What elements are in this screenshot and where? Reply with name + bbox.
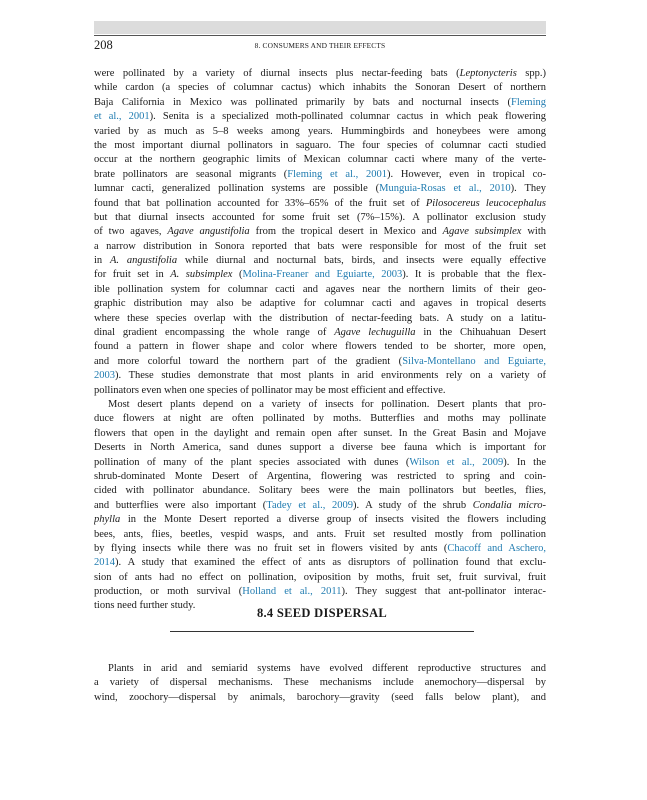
- text-line: varied by as much as 5–8 weeks among years. Hummingbirds and honeybees were among: [94, 125, 546, 137]
- text-line: while cardon (a species of columnar cactus) which inhabits the Sonoran Desert of northern: [94, 82, 546, 94]
- text-line: the most important diurnal pollinators in saguaro. The four species of columnar cacti studied: [94, 139, 546, 151]
- text-line: pollination of many of the plant species associated with dunes (Wilson et al., 2009). In the: [94, 456, 546, 468]
- citation-link[interactable]: Chacoff and Aschero,: [447, 542, 546, 554]
- citation-link[interactable]: Wilson et al., 2009: [409, 456, 504, 468]
- citation-link[interactable]: et al., 2001: [94, 111, 150, 123]
- text-line: a variety of dispersal mechanisms. These mechanisms include anemochory—dispersal by: [94, 677, 546, 689]
- text-line: Deserts in North America, sand dunes support a diverse bee fauna which is important for: [94, 442, 546, 454]
- text-line: sion of ants had no effect on pollination, oviposition by moths, fruit set, fruit survival, fruit: [94, 571, 546, 583]
- text-line: of two agaves, Agave angustifolia from the tropical desert in Mexico and Agave subsimplex with: [94, 226, 546, 238]
- text-line: shrub-dominated Monte Desert of Argentina, flowering was restricted to spring and coin-: [94, 470, 546, 482]
- text-line: and butterflies were also important (Tadey et al., 2009). A study of the shrub Condalia micro-: [94, 499, 546, 511]
- text-line: pollinators even when one species of pollinator may be most efficient and effective.: [94, 384, 446, 396]
- section-heading-rule: [170, 631, 474, 632]
- text-line: 2014). A study that examined the effect of ants as disruptors of pollination found that exclu-: [94, 557, 546, 569]
- text-line: duce flowers at night are often pollinated by moths. Butterflies and moths may pollinate: [94, 413, 546, 425]
- text-line: brate pollinators are seasonal migrants (Fleming et al., 2001). However, even in tropical co-: [94, 168, 546, 180]
- text-line: production, or moth survival (Holland et al., 2011). They suggest that ant-pollinator interac-: [94, 586, 546, 598]
- citation-link[interactable]: Molina-Freaner and Eguiarte, 2003: [242, 269, 403, 281]
- citation-link[interactable]: Silva-Montellano and Eguiarte,: [402, 355, 546, 367]
- text-line: by flying insects while there was no fruit set in flowers visited by ants (Chacoff and Aschero,: [94, 542, 546, 554]
- text-line: found a pattern in flower shape and color where flowers tended to be shorter, more open,: [94, 341, 546, 353]
- text-line: Baja California in Mexico was pollinated primarily by bats and nocturnal insects (Fleming: [94, 96, 546, 108]
- text-line: et al., 2001). Senita is a specialized moth-pollinated columnar cactus in which peak flowering: [94, 111, 546, 123]
- citation-link[interactable]: Fleming: [510, 96, 546, 108]
- text-line: and more colorful toward the northern part of the gradient (Silva-Montellano and Eguiarte,: [94, 355, 546, 367]
- text-line: found that bat pollination accounted for 33%–65% of the fruit set of Pilosocereus leucocephalus: [94, 197, 546, 209]
- text-line: Most desert plants depend on a variety of insects for pollination. Desert plants that pro-: [108, 398, 546, 410]
- text-line: tions need further study.: [94, 600, 196, 612]
- text-line: but that diurnal insects accounted for some fruit set (7%–15%). A pollinator exclusion study: [94, 211, 546, 223]
- text-line: occur at the northern geographic limits of Mexican columnar cacti where many of the verte-: [94, 154, 546, 166]
- section-heading: 8.4 SEED DISPERSAL: [256, 606, 388, 620]
- citation-link[interactable]: 2014: [94, 557, 115, 569]
- text-line: were pollinated by a variety of diurnal insects plus nectar-feeding bats (Leptonycteris spp.): [94, 68, 546, 79]
- section-text: [94, 662, 546, 705]
- page-number: 208: [94, 38, 113, 52]
- text-line: phylla in the Monte Desert reported a diverse group of insects visited the flowers including: [94, 514, 546, 526]
- text-line: in A. angustifolia while diurnal and nocturnal bats, birds, and insects were equally effective: [94, 255, 546, 267]
- text-line: Plants in arid and semiarid systems have evolved different reproductive structures and: [108, 663, 546, 674]
- citation-link[interactable]: Munguia-Rosas et al., 2010: [379, 183, 511, 195]
- running-head: 8. CONSUMERS AND THEIR EFFECTS: [254, 41, 386, 50]
- text-line: graphic distribution may also be adaptive for columnar cacti and agaves in tropical deserts: [94, 298, 546, 310]
- text-line: 2003). These studies demonstrate that most plants in arid environments rely on a variety of: [94, 370, 546, 382]
- text-line: lumnar cacti, generalized pollination systems are possible (Munguia-Rosas et al., 2010). They: [94, 183, 546, 195]
- citation-link[interactable]: 2003: [94, 370, 115, 382]
- body-text: [94, 67, 546, 614]
- citation-link[interactable]: Holland et al., 2011: [242, 586, 342, 598]
- citation-link[interactable]: Tadey et al., 2009: [266, 499, 353, 511]
- text-line: bees, ants, flies, beetles, vespid wasps, and ants. Fruit set resulted mostly from pollination: [94, 528, 546, 540]
- text-line: cided with pollinator abundance. Solitary bees were the main pollinators but beetles, flies,: [94, 485, 546, 497]
- text-line: for fruit set in A. subsimplex (Molina-Freaner and Eguiarte, 2003). It is probable that the flex-: [94, 269, 546, 281]
- text-line: ible pollination system for columnar cacti and agaves near the northern limits of their geo-: [94, 283, 546, 295]
- header-rule: [94, 35, 546, 36]
- header-bar: [94, 21, 546, 34]
- text-line: dinal gradient encompassing the whole range of Agave lechuguilla in the Chihuahuan Desert: [94, 327, 546, 339]
- citation-link[interactable]: Fleming et al., 2001: [287, 168, 387, 180]
- text-line: flowers that open in the daylight and remain open after sunset. In the Great Basin and Mojave: [94, 427, 546, 439]
- text-line: a narrow distribution in Sonora reported that bats were responsible for most of the fruit set: [94, 240, 546, 252]
- text-line: where these species overlap with the distribution of nectar-feeding bats. A study on a latitu-: [94, 312, 546, 324]
- text-line: wind, zoochory—dispersal by animals, barochory—gravity (seed falls below plant), and: [94, 691, 546, 703]
